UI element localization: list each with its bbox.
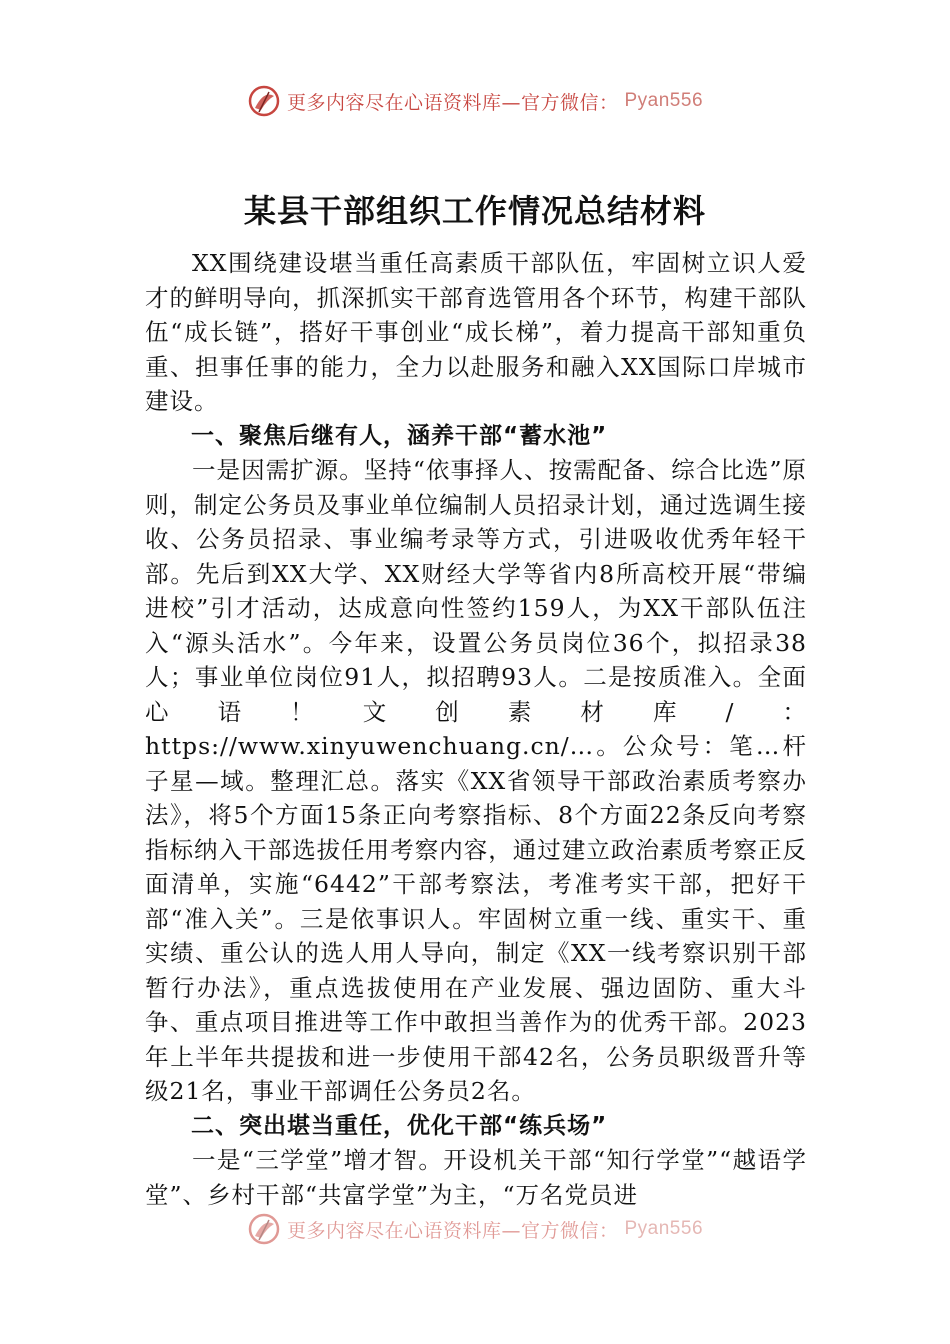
document-body: [145, 246, 807, 1212]
seal-logo-icon: [247, 84, 281, 118]
footer-watermark: [0, 1212, 950, 1246]
watermark-text: 更多内容尽在心语资料库—官方微信：: [286, 1219, 619, 1242]
section-paragraph-2: 一是“三学堂”增才智。开设机关干部“知行学堂”“越语学堂”、乡村干部“共富学堂”为主，“万名党员进: [145, 1146, 807, 1209]
section-paragraph-1: 一是因需扩源。坚持“依事择人、按需配备、综合比选”原则，制定公务员及事业单位编制人员招录计划，通过选调生接收、公务员招录、事业编考录等方式，引进吸收优秀年轻干部。先后到XX大学、XX财经大学等省内8所高校开展“带编进校”引才活动，达成意向性签约159人，为XX干部队伍注入“源头活水”。今年来，设置公务员岗位36个，拟招录38人；事业单位岗位91人，拟招聘93人。二是按质准入。全面心语！文创素材库/：https://www.xinyuwenchuang.cn/…。公众号：笔…杆子星—域。整理汇总。落实《XX省领导干部政治素质考察办法》，将5个方面15条正向考察指标、8个方面22条反向考察指标纳入干部选拔任用考察内容，通过建立政治素质考察正反面清单，实施“6442”干部考察法，考准考实干部，把好干部“准入关”。三是依事识人。牢固树立重一线、重实干、重实绩、重公认的选人用人导向，制定《XX一线考察识别干部暂行办法》，重点选拔使用在产业发展、强边固防、重大斗争、重点项目推进等工作中敢担当善作为的优秀干部。2023年上半年共提拔和进一步使用干部42名，公务员职级晋升等级21名，事业干部调任公务员2名。: [145, 456, 807, 1105]
seal-logo-icon: [247, 1212, 281, 1246]
watermark-wechat-id: Pyan556: [624, 90, 704, 111]
section-heading-1: 一、聚焦后继有人，涵养干部“蓄水池”: [191, 422, 608, 449]
header-watermark: [0, 84, 950, 118]
intro-paragraph: XX围绕建设堪当重任高素质干部队伍，牢固树立识人爱才的鲜明导向，抓深抓实干部育选管用各个环节，构建干部队伍“成长链”，搭好干事创业“成长梯”，着力提高干部知重负重、担事任事的能力，全力以赴服务和融入XX国际口岸城市建设。: [145, 249, 807, 415]
document-title: 某县干部组织工作情况总结材料: [243, 192, 706, 230]
watermark-text: 更多内容尽在心语资料库—官方微信：: [286, 91, 619, 114]
watermark-wechat-id: Pyan556: [624, 1218, 704, 1239]
section-heading-2: 二、突出堪当重任，优化干部“练兵场”: [191, 1112, 608, 1139]
